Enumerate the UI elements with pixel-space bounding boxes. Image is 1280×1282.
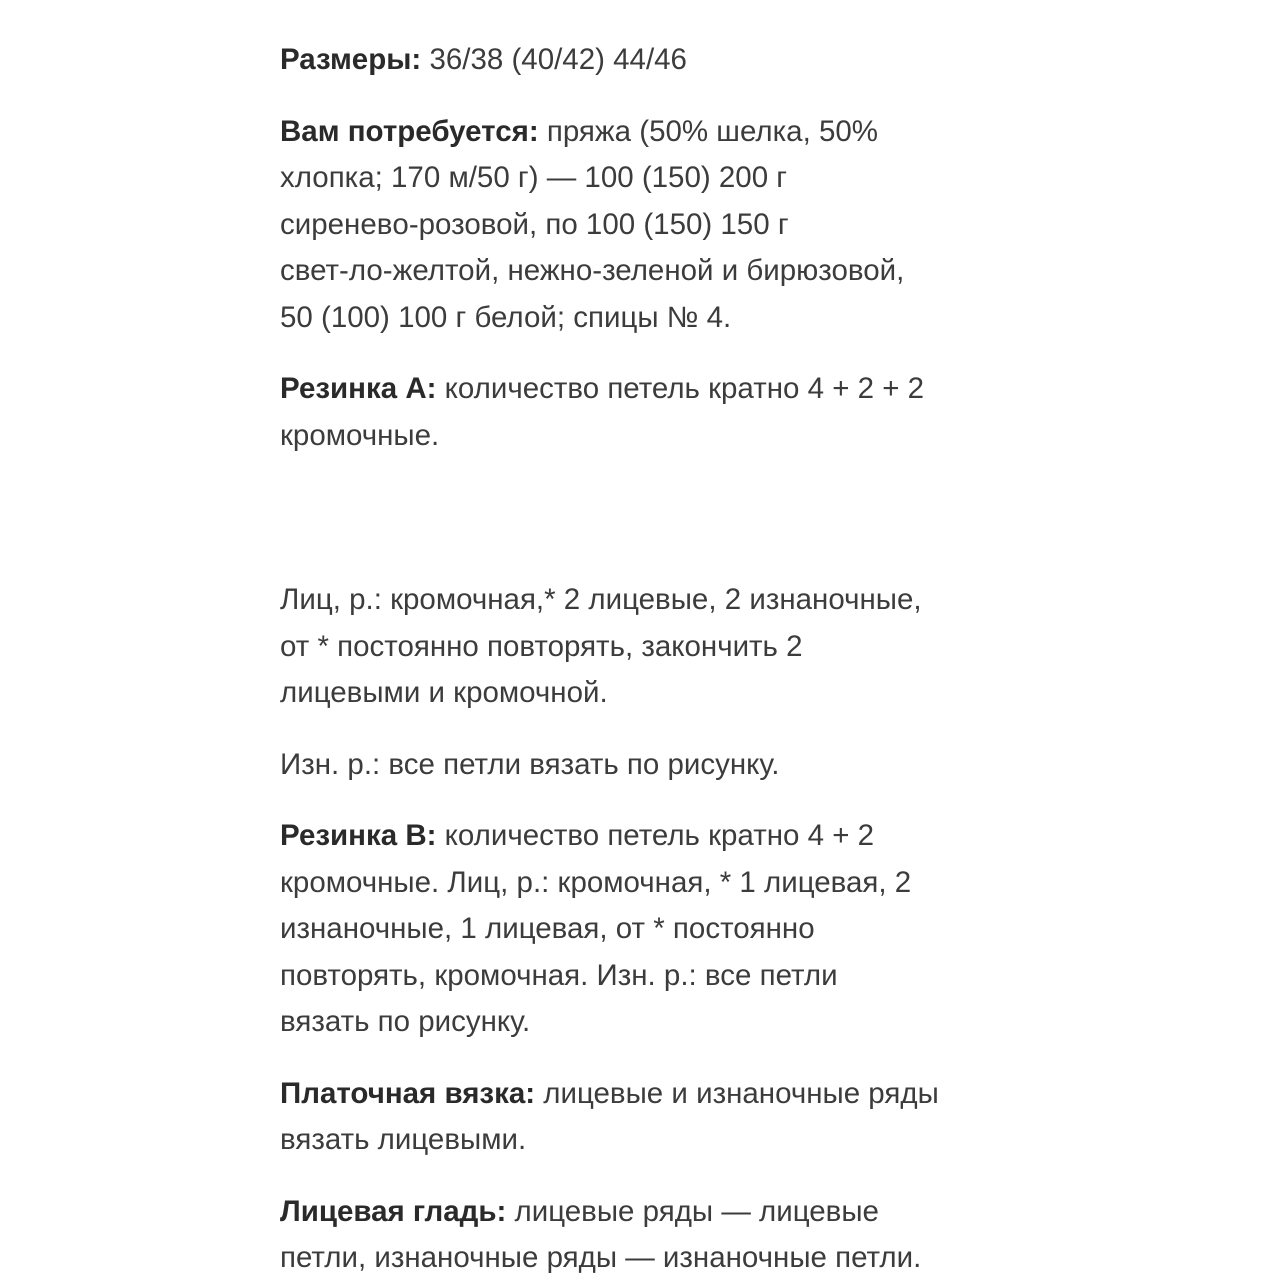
rib-b-label: Резинка В: [280,819,437,852]
rib-a-right-line-2: от * постоянно повторять, закончить 2 [280,629,803,663]
materials-paragraph [280,109,1020,342]
rib-a-line-2: кромочные. [280,418,440,452]
rib-a-right-line-1: Лиц, р.: кромочная,* 2 лицевые, 2 изнаночные, [280,583,922,616]
stockinette-line-2: петли, изнаночные ряды — изнаночные петли. [280,1241,922,1274]
rib-b-line-3: изнаночные, 1 лицевая, от * постоянно [280,912,815,945]
rib-a-right-line-3: лицевыми и кромочной. [280,676,608,709]
stockinette-label: Лицевая гладь: [280,1194,507,1228]
rib-a-wrong-side-paragraph [280,742,1020,789]
garter-label: Платочная вязка: [280,1076,536,1110]
materials-line-3: сиреневo-розовой, по 100 (150) 150 г [280,207,789,241]
sizes-text: 36/38 (40/42) 44/46 [421,43,687,76]
rib-b-line-4: повторять, кромочная. Изн. р.: все петли [280,958,838,992]
rib-a-wrong-text: Изн. р.: все петли вязать по рисунку. [280,747,780,781]
garter-line-2: вязать лицевыми. [280,1123,527,1156]
document-body [280,37,1020,1282]
garter-line-1: лицевые и изнаночные ряды [535,1076,939,1110]
materials-label: Вам потребуется: [280,114,539,148]
materials-line-5: 50 (100) 100 г белой; спицы № 4. [280,300,732,334]
stockinette-line-1: лицевые ряды — лицевые [506,1194,879,1228]
rib-b-line-1: количество петель кратно 4 + 2 [436,819,875,852]
rib-b-line-2: кромочные. Лиц, р.: кромочная, * 1 лицевая, 2 [280,865,912,899]
garter-stitch-paragraph [280,1071,1020,1164]
stockinette-paragraph [280,1189,1020,1282]
rib-a-right-side-paragraph [280,577,1020,717]
materials-line-1: пряжа (50% шелка, 50% [538,114,879,148]
sizes-label: Размеры: [280,43,422,76]
rib-a-label: Резинка А: [280,372,437,405]
rib-a-paragraph [280,366,1020,459]
rib-b-line-5: вязать по рисунку. [280,1005,531,1038]
rib-b-paragraph [280,813,1020,1046]
materials-line-2: хлопка; 170 м/50 г) — 100 (150) 200 г [280,161,788,194]
sizes-paragraph [280,37,1020,84]
materials-line-4: свет-ло-желтой, нежно-зеленой и бирюзовой, [280,254,905,287]
rib-a-line-1: количество петель кратно 4 + 2 + 2 [436,372,925,405]
